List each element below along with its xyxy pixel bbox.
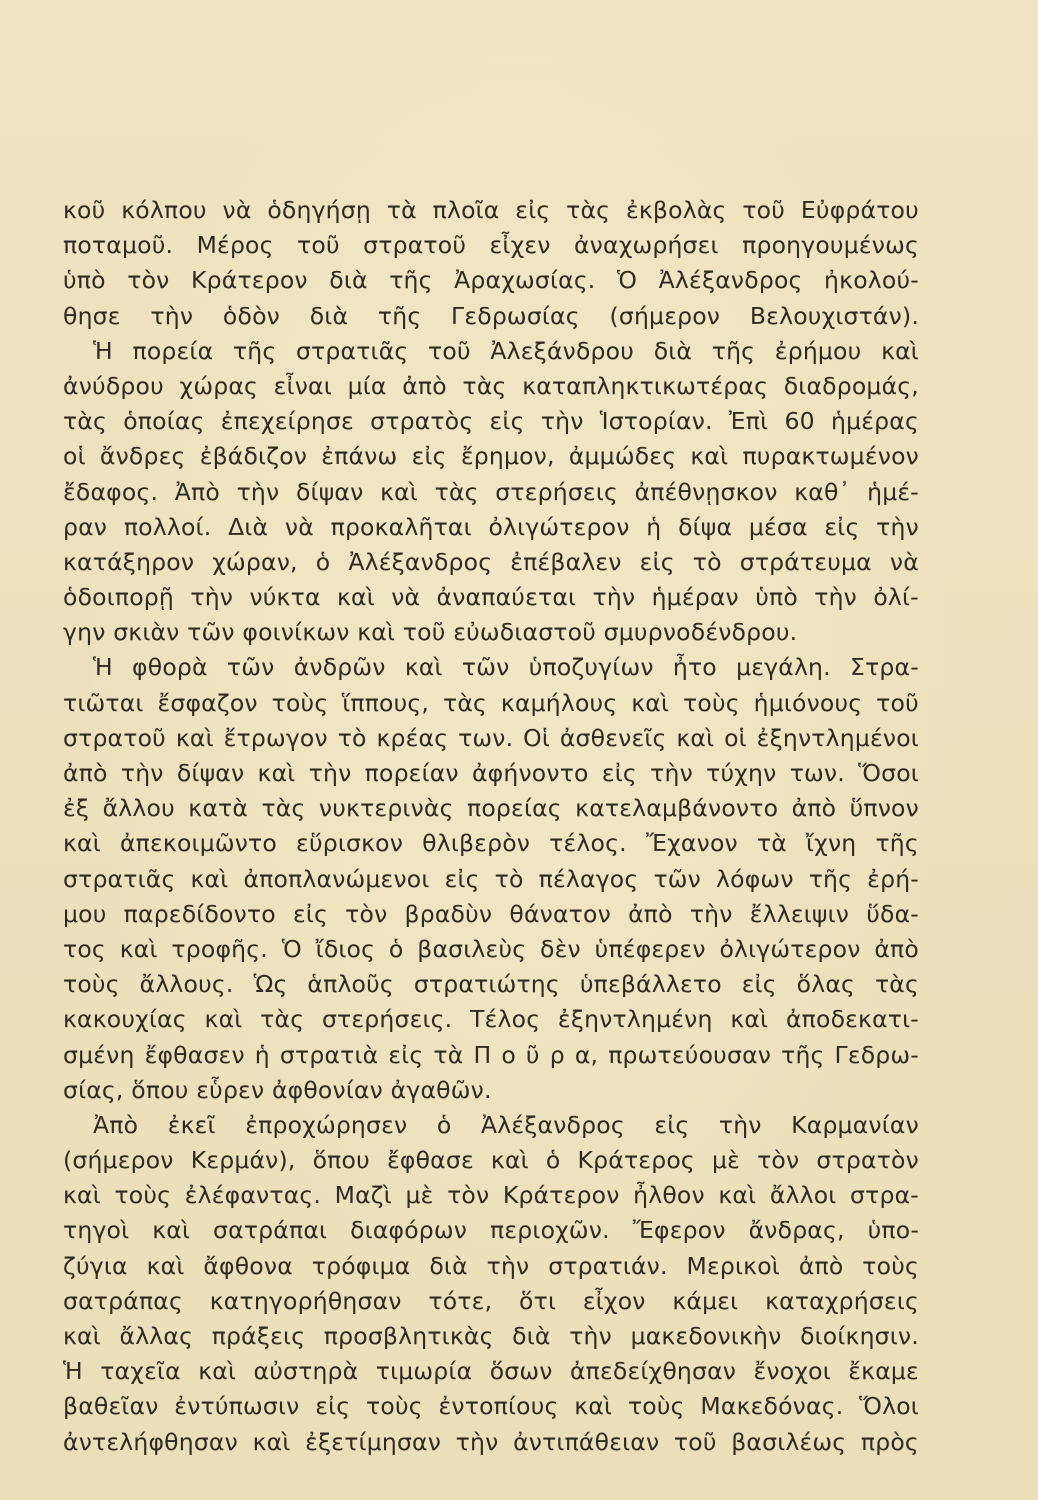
text-line: κατάξηρον χώραν, ὁ Ἀλέξανδρος ἐπέβαλεν εἰς τὸ στράτευμα νὰ [63, 547, 919, 576]
text-line: Ἡ φθορὰ τῶν ἀνδρῶν καὶ τῶν ὑποζυγίων ἦτο μεγάλη. Στρα- [93, 653, 919, 682]
text-line: τος καὶ τροφῆς. Ὁ ἴδιος ὁ βασιλεὺς δὲν ὑπέφερεν ὀλιγώτερον ἀπὸ [63, 934, 919, 963]
text-line: τὰς ὁποίας ἐπεχείρησε στρατὸς εἰς τὴν Ἱστορίαν. Ἐπὶ 60 ἡμέρας [63, 407, 919, 436]
text-line: ἀνύδρου χώρας εἶναι μία ἀπὸ τὰς καταπληκτικωτέρας διαδρομάς, [63, 371, 919, 400]
text-line: ὑπὸ τὸν Κράτερον διὰ τῆς Ἀραχωσίας. Ὁ Ἀλέξανδρος ἠκολού- [63, 266, 919, 295]
text-line: Ἡ πορεία τῆς στρατιᾶς τοῦ Ἀλεξάνδρου διὰ τῆς ἐρήμου καὶ [93, 336, 919, 365]
text-line: καὶ ἀπεκοιμῶντο εὕρισκον θλιβερὸν τέλος. Ἔχανον τὰ ἴχνη τῆς [63, 829, 919, 858]
text-line: ἔδαφος. Ἀπὸ τὴν δίψαν καὶ τὰς στερήσεις ἀπέθνῃσκον καθ᾿ ἡμέ- [63, 477, 919, 506]
text-line: καὶ ἄλλας πράξεις προσβλητικὰς διὰ τὴν μακεδονικὴν διοίκησιν. [63, 1322, 919, 1350]
text-line: ἀντελήφθησαν καὶ ἐξετίμησαν τὴν ἀντιπάθειαν τοῦ βασιλέως πρὸς [63, 1427, 919, 1456]
text-line: τηγοὶ καὶ σατράπαι διαφόρων περιοχῶν. Ἔφερον ἄνδρας, ὑπο- [63, 1216, 919, 1245]
text-line: ραν πολλοί. Διὰ νὰ προκαλῆται ὀλιγώτερον ἡ δίψα μέσα εἰς τὴν [63, 512, 919, 541]
text-line: στρατιᾶς καὶ ἀποπλανώμενοι εἰς τὸ πέλαγος τῶν λόφων τῆς ἐρή- [63, 864, 919, 893]
text-line: τιῶται ἔσφαζον τοὺς ἵππους, τὰς καμήλους καὶ τοὺς ἡμιόνους τοῦ [63, 688, 919, 717]
text-line: τοὺς ἄλλους. Ὡς ἁπλοῦς στρατιώτης ὑπεβάλλετο εἰς ὅλας τὰς [63, 970, 919, 999]
text-line: στρατοῦ καὶ ἔτρωγον τὸ κρέας των. Οἱ ἀσθενεῖς καὶ οἱ ἐξηντλημένοι [63, 723, 919, 752]
text-line: Ἀπὸ ἐκεῖ ἐπροχώρησεν ὁ Ἀλέξανδρος εἰς τὴν Καρμανίαν [93, 1110, 919, 1139]
text-line: καὶ τοὺς ἐλέφαντας. Μαζὶ μὲ τὸν Κράτερον ἦλθον καὶ ἄλλοι στρα- [63, 1181, 919, 1210]
text-line: Ἡ ταχεῖα καὶ αὐστηρὰ τιμωρία ὅσων ἀπεδείχθησαν ἔνοχοι ἔκαμε [63, 1357, 919, 1386]
text-line: ὁδοιπορῇ τὴν νύκτα καὶ νὰ ἀναπαύεται τὴν ἡμέραν ὑπὸ τὴν ὀλί- [63, 583, 919, 612]
text-line: οἱ ἄνδρες ἐβάδιζον ἐπάνω εἰς ἔρημον, ἀμμώδες καὶ πυρακτωμένον [63, 442, 919, 471]
text-line: σμένη ἔφθασεν ἡ στρατιὰ εἰς τὰ Π ο ῦ ρ α, πρωτεύουσαν τῆς Γεδρω- [63, 1040, 919, 1069]
text-line: θησε τὴν ὁδὸν διὰ τῆς Γεδρωσίας (σήμερον Βελουχιστάν). [63, 301, 919, 330]
text-line: σίας, ὅπου εὗρεν ἀφθονίαν ἀγαθῶν. [63, 1075, 492, 1104]
text-line: ἐξ ἄλλου κατὰ τὰς νυκτερινὰς πορείας κατελαμβάνοντο ἀπὸ ὕπνον [63, 794, 919, 823]
text-line: μου παρεδίδοντο εἰς τὸν βραδὺν θάνατον ἀπὸ τὴν ἔλλειψιν ὕδα- [63, 899, 919, 928]
text-line: κακουχίας καὶ τὰς στερήσεις. Τέλος ἐξηντλημένη καὶ ἀποδεκατι- [63, 1005, 919, 1034]
text-line: ἀπὸ τὴν δίψαν καὶ τὴν πορείαν ἀφήνοντο εἰς τὴν τύχην των. Ὅσοι [63, 759, 919, 787]
body-text [63, 193, 919, 1460]
text-line: σατράπας κατηγορήθησαν τότε, ὅτι εἶχον κάμει καταχρήσεις [63, 1286, 919, 1315]
text-line: κοῦ κόλπου νὰ ὁδηγήσῃ τὰ πλοῖα εἰς τὰς ἐκβολὰς τοῦ Εὐφράτου [63, 196, 919, 224]
text-line: βαθεῖαν ἐντύπωσιν εἰς τοὺς ἐντοπίους καὶ τοὺς Μακεδόνας. Ὅλοι [63, 1392, 919, 1421]
text-line: ζύγια καὶ ἄφθονα τρόφιμα διὰ τὴν στρατιάν. Μερικοὶ ἀπὸ τοὺς [63, 1251, 919, 1280]
text-line: γην σκιὰν τῶν φοινίκων καὶ τοῦ εὐωδιαστοῦ σμυρνοδένδρου. [63, 618, 798, 647]
text-line: (σήμερον Κερμάν), ὅπου ἔφθασε καὶ ὁ Κράτερος μὲ τὸν στρατὸν [63, 1146, 919, 1175]
text-line: ποταμοῦ. Μέρος τοῦ στρατοῦ εἶχεν ἀναχωρήσει προηγουμένως [63, 231, 919, 260]
